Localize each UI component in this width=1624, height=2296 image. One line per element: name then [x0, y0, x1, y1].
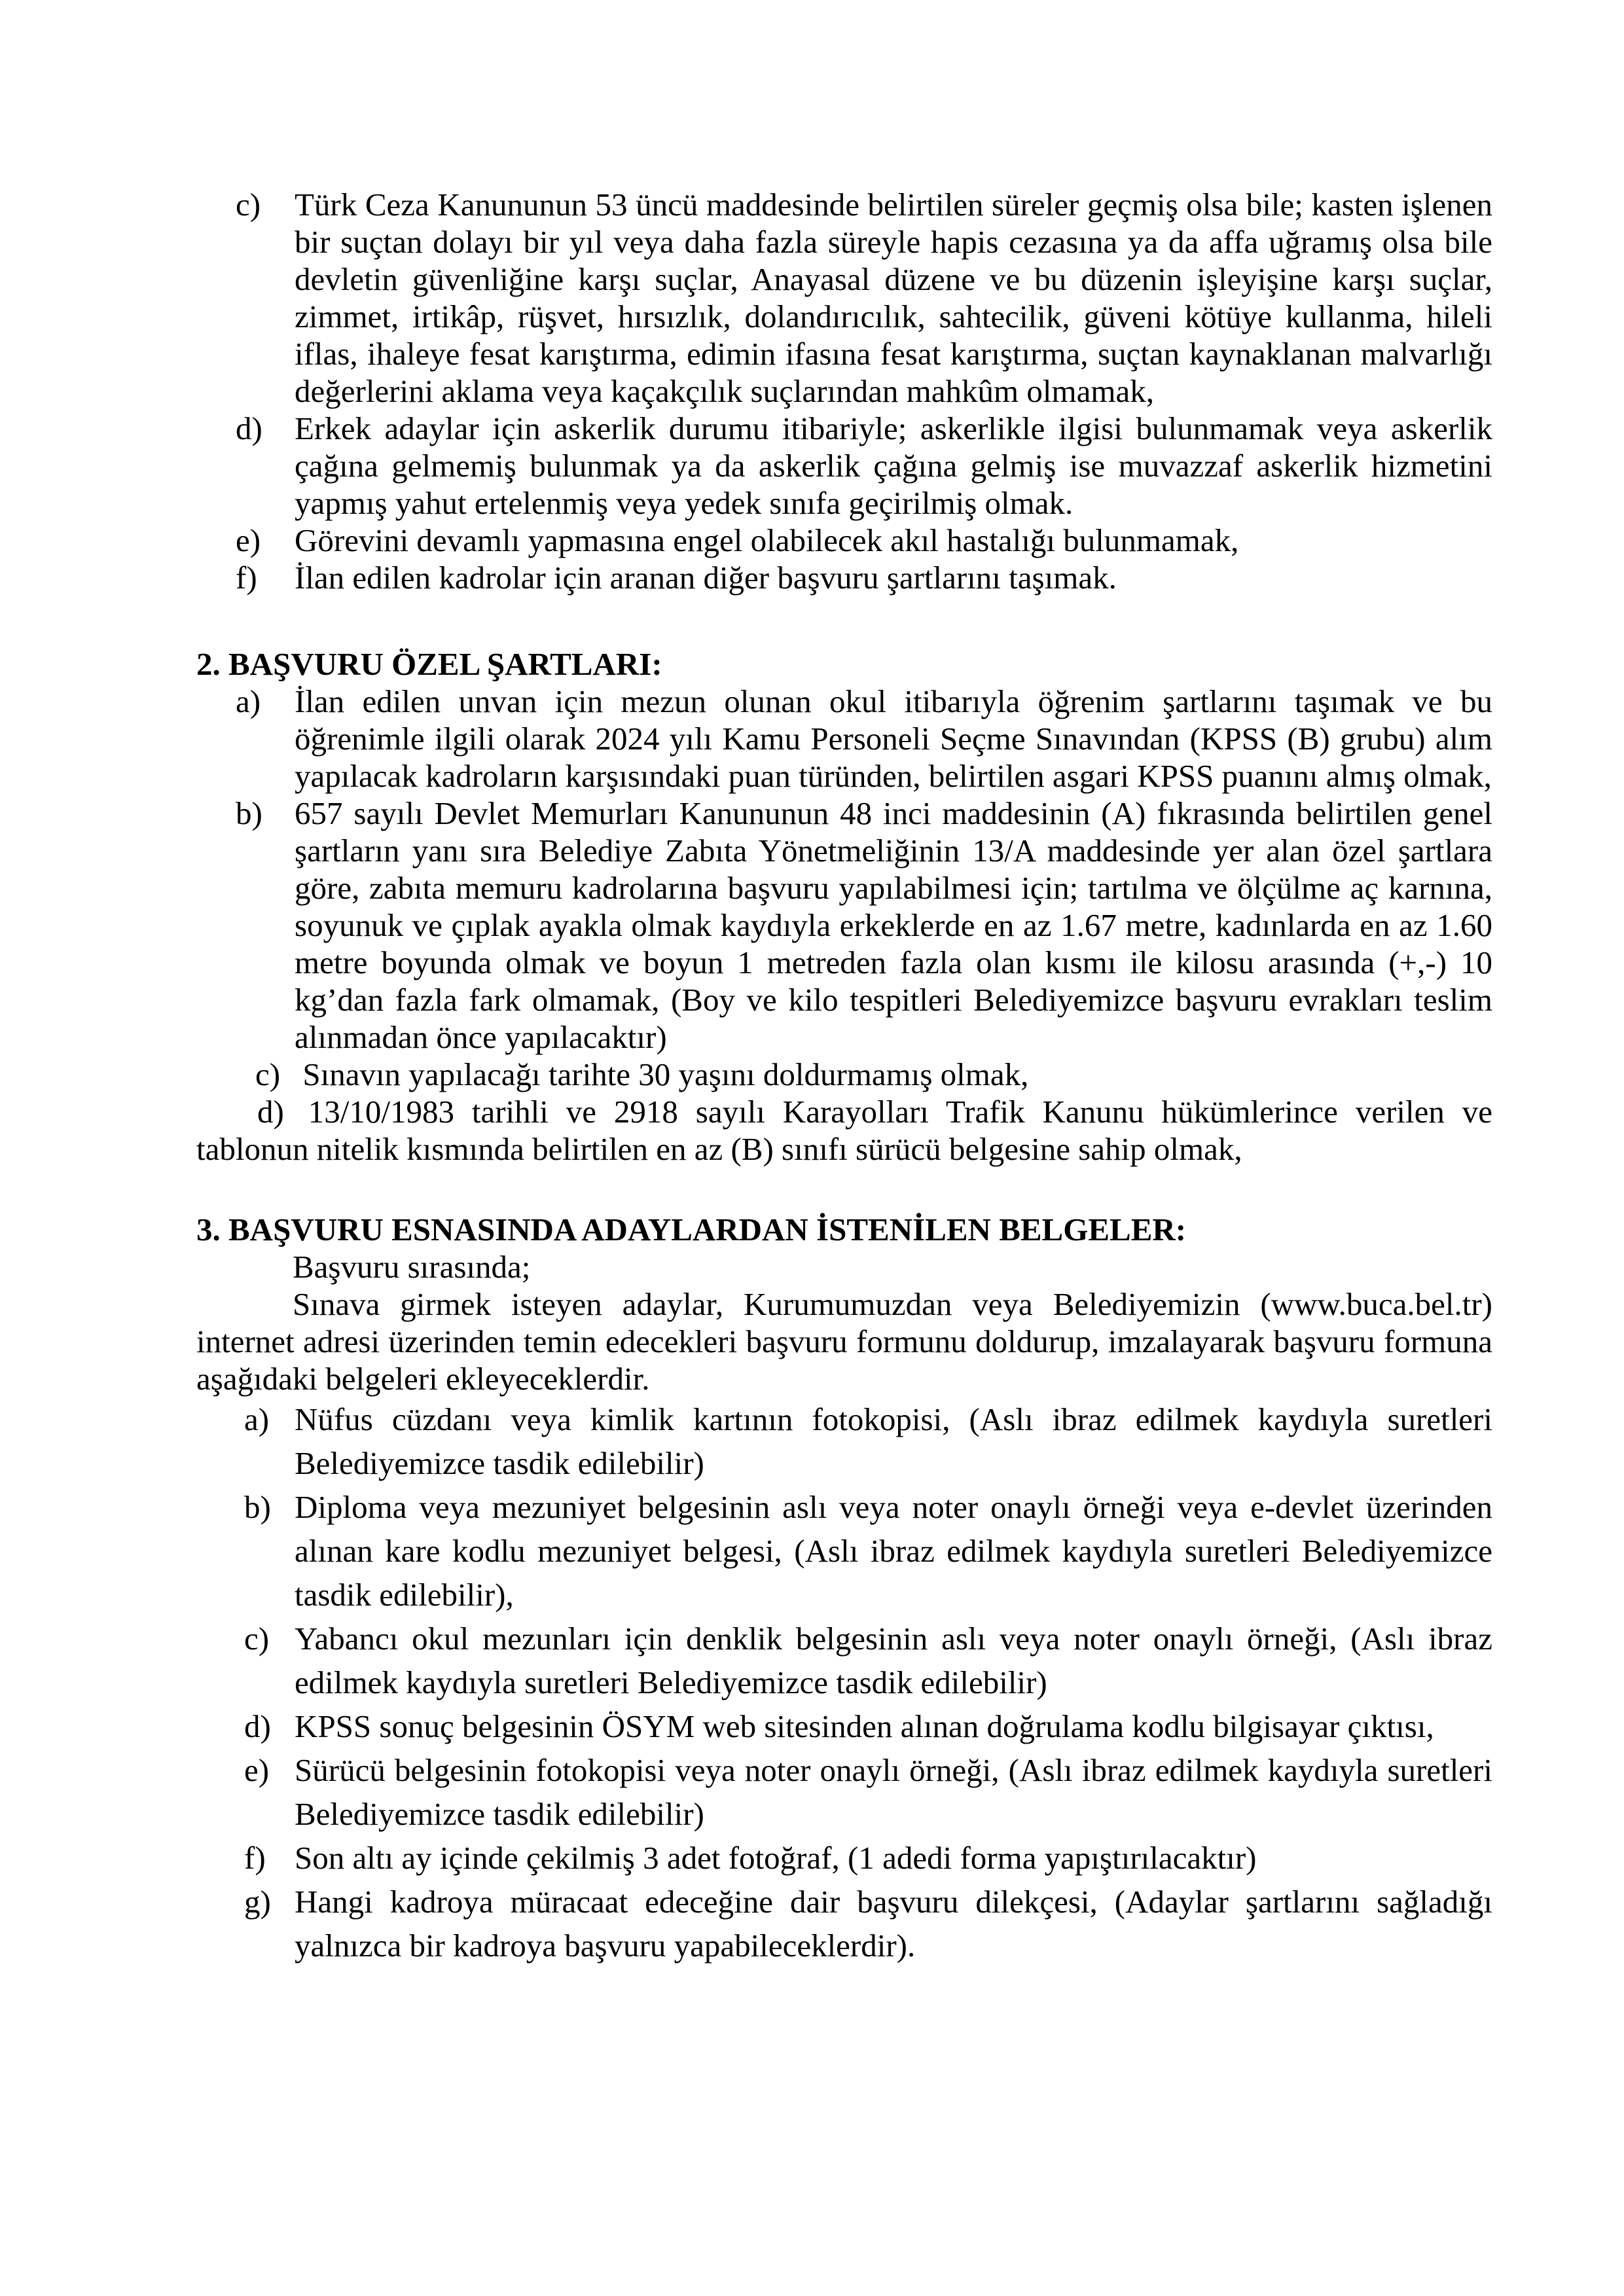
item-letter: f) [244, 1840, 266, 1876]
required-documents-list [196, 1397, 1492, 1967]
list-item [196, 186, 1492, 410]
item-text: İlan edilen kadrolar için aranan diğer başvuru şartlarını taşımak. [295, 560, 1117, 596]
general-conditions-list [196, 186, 1492, 596]
item-letter: e) [236, 522, 261, 558]
item-letter: e) [244, 1752, 270, 1788]
item-letter: c) [255, 1056, 281, 1092]
item-text: Erkek adaylar için askerlik durumu itibariyle; askerlikle ilgisi bulunmamak veya askerlik çağına gelmemiş bulunmak ya da askerlik çağına gelmiş ise muvazzaf askerlik hizmetini yapmış yahut ertelenmiş veya yedek sınıfa geçirilmiş olmak. [295, 410, 1492, 521]
list-item [196, 1748, 1492, 1836]
list-item [196, 522, 1492, 559]
item-letter: b) [236, 795, 262, 831]
item-text: Hangi kadroya müracaat edeceğine dair başvuru dilekçesi, (Adaylar şartlarını sağladığı yalnızca bir kadroya başvuru yapabileceklerdir). [295, 1884, 1492, 1964]
item-letter: a) [244, 1401, 270, 1437]
item-text: 13/10/1983 tarihli ve 2918 sayılı Karayolları Trafik Kanunu hükümlerince verilen ve tablonun nitelik kısmında belirtilen en az (B) sınıfı sürücü belgesine sahip olmak, [196, 1094, 1492, 1167]
section3-intro-paragraph: Sınava girmek isteyen adaylar, Kurumumuzdan veya Belediyemizin (www.buca.bel.tr) internet adresi üzerinden temin edecekleri başvuru formunu doldurup, imzalayarak başvuru formuna aşağıdaki belgeleri ekleyeceklerdir. [196, 1286, 1492, 1397]
list-item [196, 410, 1492, 522]
list-item [196, 683, 1492, 795]
list-item [196, 1397, 1492, 1485]
item-letter: d) [236, 410, 262, 446]
item-text: Yabancı okul mezunları için denklik belgesinin aslı veya noter onaylı örneği, (Aslı ibraz edilmek kaydıyla suretleri Belediyemizce tasdik edilebilir) [295, 1621, 1492, 1700]
item-text: 657 sayılı Devlet Memurları Kanununun 48 inci maddesinin (A) fıkrasında belirtilen genel şartların yanı sıra Belediye Zabıta Yönetmeliğinin 13/A maddesinde yer alan özel şartlara göre, zabıta memuru kadrolarına başvuru yapılabilmesi için; tartılma ve ölçülme aç karnına, soyunuk ve çıplak ayakla olmak kaydıyla erkeklerde en az 1.67 metre, kadınlarda en az 1.60 metre boyunda olmak ve boyun 1 metreden fazla olan kısmı ile kilosu arasında (+,-) 10 kg’dan fazla fark olmamak, (Boy ve kilo tespitleri Belediyemizce başvuru evrakları teslim alınmadan önce yapılacaktır) [295, 795, 1492, 1055]
item-text: Görevini devamlı yapmasına engel olabilecek akıl hastalığı bulunmamak, [295, 522, 1239, 558]
list-item [196, 1836, 1492, 1880]
list-item [196, 1617, 1492, 1704]
item-letter: c) [244, 1621, 270, 1657]
list-item [196, 1704, 1492, 1748]
list-item [196, 1485, 1492, 1617]
section3-intro-line: Başvuru sırasında; [293, 1249, 531, 1285]
item-text: İlan edilen unvan için mezun olunan okul itibarıyla öğrenim şartlarını taşımak ve bu öğrenimle ilgili olarak 2024 yılı Kamu Personeli Seçme Sınavından (KPSS (B) grubu) alım yapılacak kadroların karşısındaki puan türünden, belirtilen asgari KPSS puanını almış olmak, [295, 683, 1492, 794]
item-letter: g) [244, 1884, 271, 1920]
list-item [196, 1093, 1492, 1168]
item-text: Türk Ceza Kanununun 53 üncü maddesinde belirtilen süreler geçmiş olsa bile; kasten işlenen bir suçtan dolayı bir yıl veya daha fazla süreyle hapis cezasına ya da affa uğramış olsa bile devletin güvenliğine karşı suçlar, Anayasal düzene ve bu düzenin işleyişine karşı suçlar, zimmet, irtikâp, rüşvet, hırsızlık, dolandırıcılık, sahtecilik, güveni kötüye kullanma, hileli iflas, ihaleye fesat karıştırma, edimin ifasına fesat karıştırma, suçtan kaynaklanan malvarlığı değerlerini aklama veya kaçakçılık suçlarından mahkûm olmamak, [295, 187, 1492, 409]
item-letter: b) [244, 1489, 271, 1525]
item-text: Diploma veya mezuniyet belgesinin aslı veya noter onaylı örneği veya e-devlet üzerinden alınan kare kodlu mezuniyet belgesi, (Aslı ibraz edilmek kaydıyla suretleri Belediyemizce tasdik edilebilir), [295, 1489, 1492, 1613]
section2-heading: 2. BAŞVURU ÖZEL ŞARTLARI: [196, 646, 662, 682]
item-letter: c) [236, 187, 261, 223]
item-letter: d) [257, 1094, 284, 1130]
item-letter: d) [244, 1708, 271, 1744]
item-text: Son altı ay içinde çekilmiş 3 adet fotoğraf, (1 adedi forma yapıştırılacaktır) [295, 1840, 1257, 1876]
item-letter: a) [236, 683, 261, 719]
special-conditions-list [196, 683, 1492, 1168]
list-item [196, 1880, 1492, 1967]
item-letter: f) [236, 560, 257, 596]
item-text: Nüfus cüzdanı veya kimlik kartının fotokopisi, (Aslı ibraz edilmek kaydıyla suretleri Belediyemizce tasdik edilebilir) [295, 1401, 1492, 1481]
section3-heading: 3. BAŞVURU ESNASINDA ADAYLARDAN İSTENİLEN BELGELER: [196, 1211, 1187, 1247]
item-text: Sürücü belgesinin fotokopisi veya noter onaylı örneği, (Aslı ibraz edilmek kaydıyla suretleri Belediyemizce tasdik edilebilir) [295, 1752, 1492, 1832]
list-item [196, 559, 1492, 596]
item-text: KPSS sonuç belgesinin ÖSYM web sitesinden alınan doğrulama kodlu bilgisayar çıktısı, [295, 1708, 1434, 1744]
list-item [196, 1056, 1492, 1093]
list-item [196, 795, 1492, 1056]
item-text: Sınavın yapılacağı tarihte 30 yaşını doldurmamış olmak, [302, 1056, 1029, 1092]
